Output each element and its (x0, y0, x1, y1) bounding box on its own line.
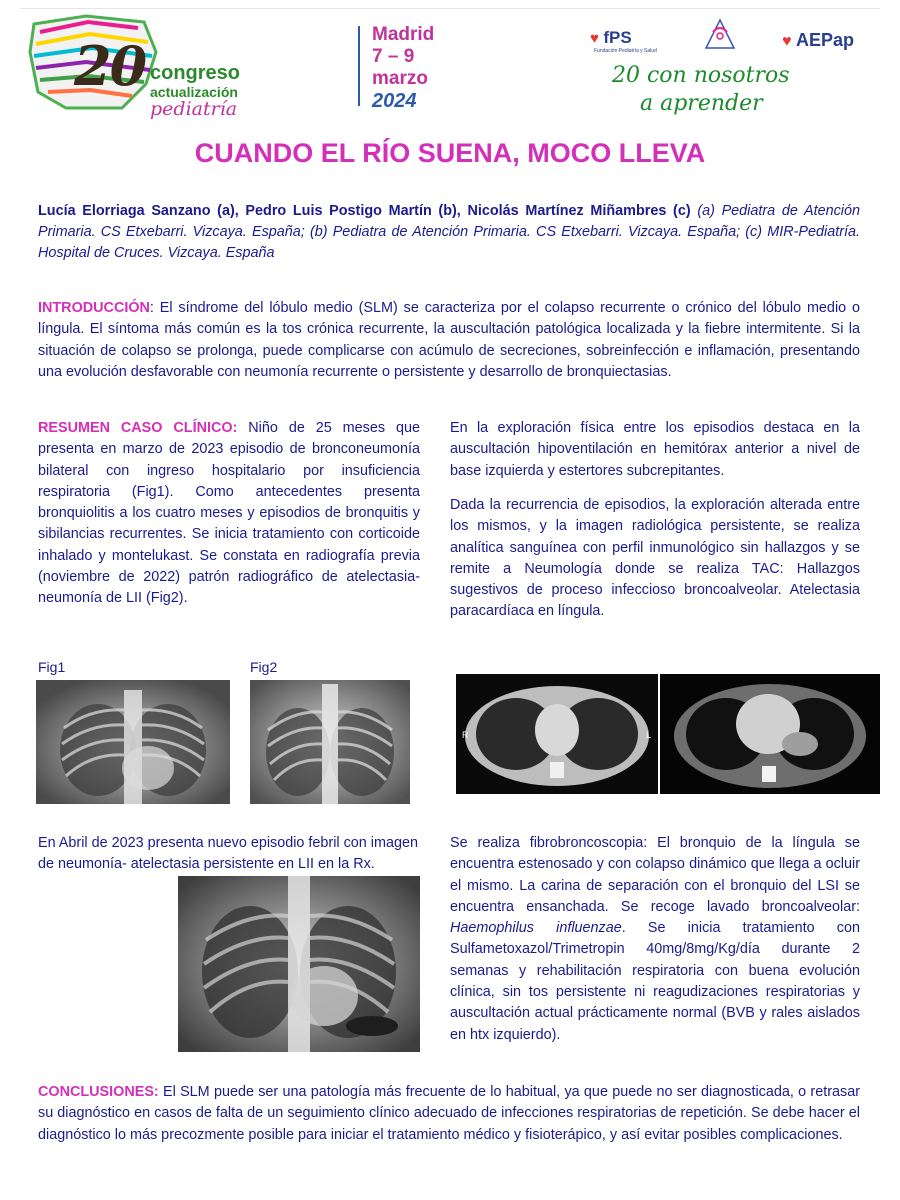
fps-logo: ♥ fPS Fundación Pediatría y Salud (590, 28, 657, 54)
fig2-label: Fig2 (250, 659, 278, 675)
case-summary-heading: RESUMEN CASO CLÍNICO: (38, 420, 238, 436)
event-city: Madrid (372, 24, 435, 45)
event-dates (372, 24, 462, 112)
introduction-heading: INTRODUCCIÓN (38, 300, 150, 316)
bronchoscopy-organism: Haemophilus influenzae (450, 920, 622, 937)
ct-marker-l: L (646, 730, 652, 740)
introduction-section (38, 298, 860, 383)
conclusions-section (38, 1082, 860, 1146)
bronchoscopy-text-2: . Se inicia tratamiento con Sulfametoxazol/Trimetropin 40mg/8mg/Kg/día durante 2 semanas y rehabilitación respiratoria con buena evolución clínica, sin tos persistente ni reagudizaciones respiratorias y auscultación actual prácticamente normal (BVB y rales aislados en htx izquierdo). (450, 920, 860, 1043)
ct-marker-r: R (462, 730, 469, 740)
congress-tagline (612, 62, 790, 118)
logo-word-congreso: congreso (150, 62, 241, 84)
workup-paragraph: Dada la recurrencia de episodios, la exploración alterada entre los mismos, y la imagen radiológica persistente, se realiza analítica sanguínea con perfil inmunológico sin hallazgos y se remite a Neumología donde se realiza TAC: Hallazgos sugestivos de proceso infeccioso broncoalveolar. Atelectasia paracardíaca en língula. (450, 497, 860, 620)
fig2-chest-xray (250, 680, 410, 804)
logo-word-pediatria: pediatría (150, 98, 238, 120)
tagline-line1: 20 con nosotros (612, 63, 790, 88)
ct-scan-lung-window (456, 674, 658, 794)
ct-scan-mediastinal-window (660, 674, 880, 794)
introduction-text: : El síndrome del lóbulo medio (SLM) se caracteriza por el colapso recurrente o crónico del lóbulo medio o língula. El síntoma más común es la tos crónica recurrente, la auscultación patológica localizada y la fiebre intermitente. Si la situación de colapso se prolonga, puede complicarse con acúmulo de secreciones, sobreinfección e inflamación, presentando una evolución desfavorable con neumonía recurrente o persistente y desarrollo de bronquiectasias. (38, 300, 860, 380)
poster-title: CUANDO EL RÍO SUENA, MOCO LLEVA (194, 138, 706, 168)
event-year: 2024 (372, 90, 417, 112)
fps-subtitle: Fundación Pediatría y Salud (594, 48, 657, 54)
april-episode-paragraph: En Abril de 2023 presenta nuevo episodio febril con imagen de neumonía- atelectasia persistente en LII en la Rx. (38, 835, 419, 873)
congress-logo (26, 12, 276, 120)
header-top-rule (20, 8, 880, 9)
author-affiliations: (a) Pediatra de Atención Primaria. CS Etxebarri. Vizcaya. España; (b) Pediatra de Atención Primaria. CS Etxebarri. Vizcaya. España; (c) MIR-Pediatría. Hospital de Cruces. Vizcaya. España (38, 203, 860, 261)
case-summary-section (38, 418, 420, 610)
logo-number: 20 (74, 34, 146, 98)
conclusions-heading: CONCLUSIONES: (38, 1084, 159, 1100)
society-seal-icon (700, 14, 740, 54)
case-summary-text: Niño de 25 meses que presenta en marzo de 2023 episodio de bronconeumonía bilateral con ingreso hospitalario por insuficiencia respiratoria (Fig1). Como antecedentes presenta bronquiolitis a los cuatro meses y episodios de bronquitis y sibilancias recurrentes. Se inicia tratamiento con corticoide inhalado y montelukast. Se constata en radiografía previa (noviembre de 2022) patrón radiográfico de atelectasia-neumonía de LII (Fig2). (38, 420, 421, 607)
bronchoscopy-text-1: Se realiza fibrobroncoscopia: El bronquio de la língula se encuentra estenosado y con colapso dinámico que llega a ocluir el mismo. La carina de separación con el bronquio del LSI se encuentra ensanchada. Se recoge lavado broncoalveolar: (450, 835, 860, 915)
authors-block (38, 201, 860, 264)
author-names: Lucía Elorriaga Sanzano (a), Pedro Luis Postigo Martín (b), Nicolás Martínez Miñambres (c) (38, 203, 691, 219)
april-chest-xray (178, 876, 420, 1052)
fig1-chest-xray (36, 680, 230, 804)
bronchoscopy-paragraph (450, 833, 860, 1046)
header-divider (358, 26, 360, 106)
logo-word-actualizacion: actualización (150, 84, 238, 100)
event-day-range: 7 – 9 (372, 46, 415, 67)
event-month: marzo (372, 68, 428, 89)
aepap-figure-icon: ♥ (782, 33, 792, 50)
tagline-line2: a aprender (640, 91, 763, 116)
fps-heart-icon: ♥ (590, 30, 599, 47)
fig1-label: Fig1 (38, 659, 66, 675)
conclusions-text: El SLM puede ser una patología más frecuente de lo habitual, ya que puede no ser diagnosticada, o retrasar su diagnóstico en casos de falta de un seguimiento clínico adecuado de infecciones respiratorias de repetición. Se debe hacer el diagnóstico lo más precozmente posible para iniciar el tratamiento médico y fisioterápico, y así evitar posibles complicaciones. (38, 1084, 860, 1143)
aepap-logo: ♥ AEPap (782, 30, 854, 50)
physical-exam-paragraph: En la exploración física entre los episodios destaca en la auscultación hipoventilación en hemitórax anterior a nivel de base izquierda y estertores subcrepitantes. (450, 420, 860, 479)
